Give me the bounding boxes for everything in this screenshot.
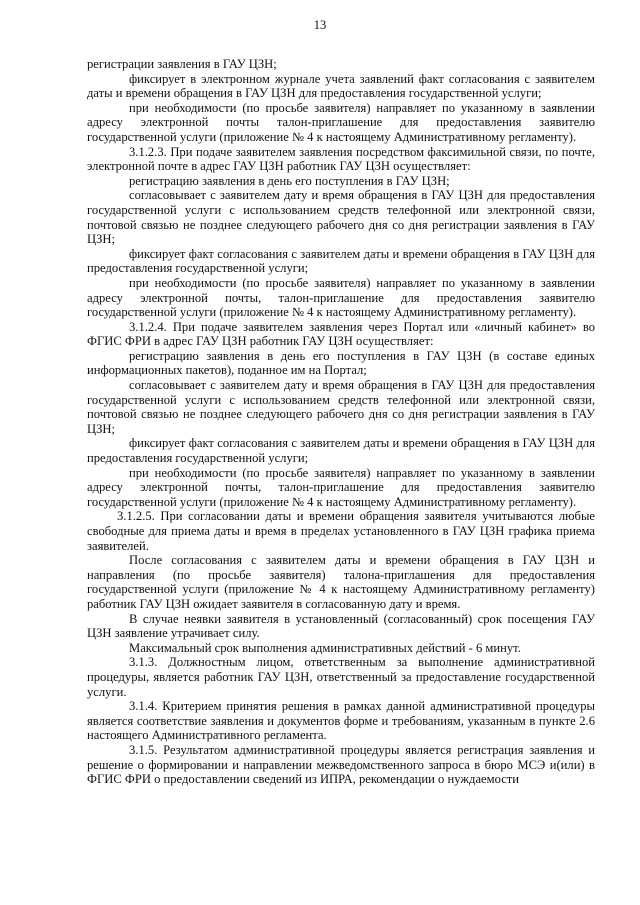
page-number: 13 [313,18,327,32]
paragraph: 3.1.2.4. При подаче заявителем заявления через Портал или «личный кабинет» во ФГИС ФРИ в адрес ГАУ ЦЗН работник ГАУ ЦЗН осуществляет: [87,319,595,349]
paragraph: регистрацию заявления в день его поступления в ГАУ ЦЗН; [129,173,450,188]
paragraph: фиксирует факт согласования с заявителем даты и времени обращения в ГАУ ЦЗН для предоставления государственной услуги; [87,436,595,466]
paragraph: при необходимости (по просьбе заявителя) направляет по указанному в заявлении адресу электронной почты талон-приглашение для предоставления заявителю государственной услуги (приложение № 4 к настоящему Административному регламенту). [87,100,595,144]
paragraph: фиксирует в электронном журнале учета заявлений факт согласования с заявителем даты и времени обращения в ГАУ ЦЗН для предоставления государственной услуги; [87,71,595,101]
paragraph: 3.1.5. Результатом административной процедуры является регистрация заявления и решение о формировании и направлении межведомственного запроса в бюро МСЭ и(или) в ФГИС ФРИ о предоставлении сведений из ИПРА, рекомендации о нуждаемости [87,742,595,787]
paragraph: согласовывает с заявителем дату и время обращения в ГАУ ЦЗН для предоставления государственной услуги с использованием средств телефонной или электронной связи, почтовой связью не позднее следующего рабочего дня со дня регистрации заявления в ГАУ ЦЗН; [87,378,595,436]
paragraph: при необходимости (по просьбе заявителя) направляет по указанному в заявлении адресу электронной почты, талон-приглашение для предоставления заявителю государственной услуги (приложение № 4 к настоящему Административному регламенту). [87,465,595,509]
paragraph: В случае неявки заявителя в установленный (согласованный) срок посещения ГАУ ЦЗН заявление утрачивает силу. [87,611,595,641]
paragraph: 3.1.2.5. При согласовании даты и времени обращения заявителя учитываются любые свободные для приема даты и время в пределах установленного в ГАУ ЦЗН графика приема заявителей. [87,509,595,553]
paragraph: при необходимости (по просьбе заявителя) направляет по указанному в заявлении адресу электронной почты, талон-приглашение для предоставления заявителю государственной услуги (приложение № 4 к настоящему Административному регламенту). [87,275,595,320]
paragraph: 3.1.4. Критерием принятия решения в рамках данной административной процедуры является соответствие заявления и документов форме и требованиям, указанным в пункте 2.6 настоящего Административного регламента. [87,699,595,743]
paragraph: 3.1.3. Должностным лицом, ответственным за выполнение административной процедуры, является работник ГАУ ЦЗН, ответственный за предоставление государственной услуги. [87,655,595,699]
document-body [87,57,595,787]
paragraph: фиксирует факт согласования с заявителем даты и времени обращения в ГАУ ЦЗН для предоставления государственной услуги; [87,246,595,276]
paragraph: согласовывает с заявителем дату и время обращения в ГАУ ЦЗН для предоставления государственной услуги с использованием средств телефонной или электронной связи, почтовой связью не позднее следующего рабочего дня со дня регистрации заявления в ГАУ ЦЗН; [87,188,595,247]
paragraph: После согласования с заявителем даты и времени обращения в ГАУ ЦЗН и направления (по просьбе заявителя) талона-приглашения для предоставления государственной услуги (приложение № 4 к настоящему Административному регламенту) работник ГАУ ЦЗН ожидает заявителя в согласованную дату и время. [87,553,595,611]
paragraph: 3.1.2.3. При подаче заявителем заявления посредством факсимильной связи, по почте, электронной почте в адрес ГАУ ЦЗН работник ГАУ ЦЗН осуществляет: [87,144,595,174]
paragraph: регистрации заявления в ГАУ ЦЗН; [87,57,277,71]
paragraph: Максимальный срок выполнения административных действий - 6 минут. [129,640,521,655]
paragraph: регистрацию заявления в день его поступления в ГАУ ЦЗН (в составе единых информационных пакетов), поданное им на Портал; [87,348,595,378]
